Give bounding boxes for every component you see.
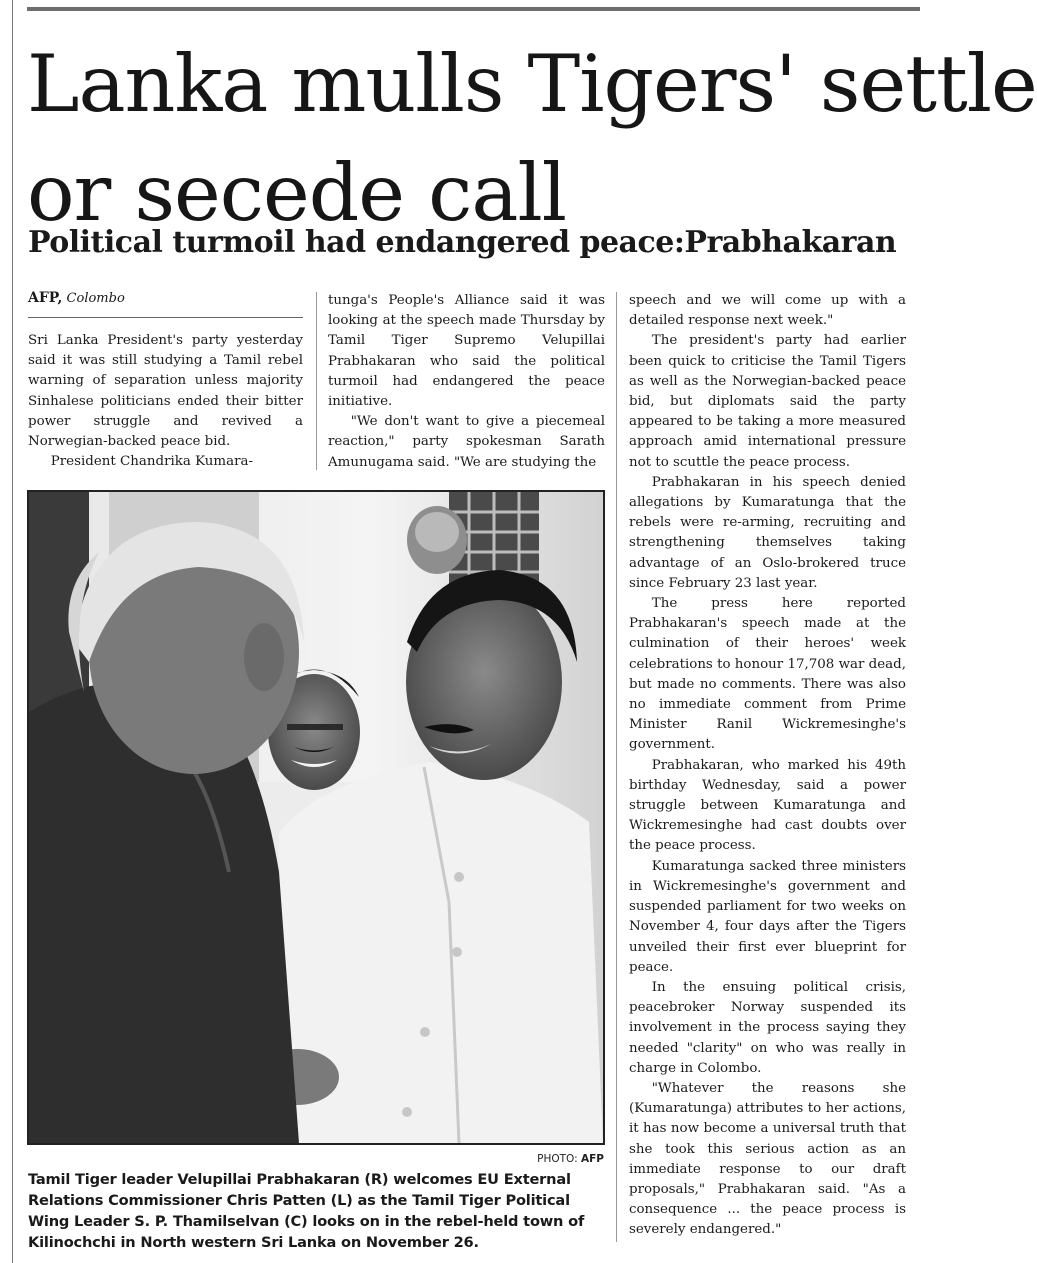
headline xyxy=(27,30,1037,248)
byline-city: Colombo xyxy=(66,291,125,306)
paragraph: Sri Lanka President's party yesterday said it was still studying a Tamil rebel warning of separation unless majority Sinhalese politicians ended their bitter power struggle and revived a Norwegian-backed peace bid. xyxy=(28,333,303,450)
paragraph: The president's party had earlier been quick to criticise the Tamil Tigers as well as the Norwegian-backed peace bid, but diplomats said the party appeared to be taking a more measured approach amid international pressure not to scuttle the peace process. xyxy=(629,333,906,470)
photo-illustration xyxy=(29,492,603,1143)
headline-line-1: Lanka mulls Tigers' settle xyxy=(27,38,1037,130)
photo-credit-label: PHOTO: xyxy=(537,1153,578,1165)
paragraph: "Whatever the reasons she (Kumaratunga) attributes to her actions, it has now become a universal truth that she took this serious action as an immediate response to our draft proposals," Prabhakaran said. "As a consequence ... the peace process is severely endangered." xyxy=(629,1080,906,1238)
article-column-2 xyxy=(328,291,605,473)
column-divider xyxy=(316,292,317,470)
photo-credit-source: AFP xyxy=(581,1153,604,1165)
headline-line-2: or secede call xyxy=(27,147,567,239)
page-margin-rule xyxy=(12,0,13,1263)
column-divider xyxy=(616,292,617,1242)
paragraph: "We don't want to give a piecemeal reaction," party spokesman Sarath Amunugama said. "We are studying the xyxy=(328,414,605,470)
article-column-1 xyxy=(28,331,303,472)
paragraph: Kumaratunga sacked three ministers in Wickremesinghe's government and suspended parliament for two weeks on November 4, four days after the Tigers unveiled their first ever blueprint for peace. xyxy=(629,858,906,975)
paragraph: Prabhakaran, who marked his 49th birthday Wednesday, said a power struggle between Kumaratunga and Wickremesinghe had cast doubts over the peace process. xyxy=(629,757,906,854)
news-photo xyxy=(27,490,605,1145)
byline-agency: AFP, xyxy=(28,290,63,306)
paragraph: President Chandrika Kumara- xyxy=(50,454,254,470)
paragraph: tunga's People's Alliance said it was looking at the speech made Thursday by Tamil Tiger Supremo Velupillai Prabhakaran who said the political turmoil had endangered the peace initiative. xyxy=(328,293,605,410)
article-column-3 xyxy=(629,291,906,1241)
photo-caption: Tamil Tiger leader Velupillai Prabhakaran (R) welcomes EU External Relations Commissioner Chris Patten (L) as the Tamil Tiger Political Wing Leader S. P. Thamilselvan (C) looks on in the rebel-held town of Kilinochchi in North western Sri Lanka on November 26. xyxy=(28,1171,585,1251)
byline-rule xyxy=(28,317,303,318)
subheadline: Political turmoil had endangered peace:Prabhakaran xyxy=(28,225,897,260)
paragraph: Prabhakaran in his speech denied allegations by Kumaratunga that the rebels were re-arming, recruiting and strengthening themselves taking advantage of an Oslo-brokered truce since February 23 last year. xyxy=(629,474,906,591)
photo-credit xyxy=(440,1153,604,1165)
paragraph: The press here reported Prabhakaran's speech made at the culmination of their heroes' week celebrations to honour 17,708 war dead, but made no comments. There was also no immediate comment from Prime Minister Ranil Wickremesinghe's government. xyxy=(629,596,906,753)
byline xyxy=(28,290,303,306)
paragraph: speech and we will come up with a detailed response next week." xyxy=(629,293,906,329)
paragraph: In the ensuing political crisis, peacebroker Norway suspended its involvement in the process saying they needed "clarity" on who was really in charge in Colombo. xyxy=(629,979,906,1076)
header-rule xyxy=(27,7,920,11)
